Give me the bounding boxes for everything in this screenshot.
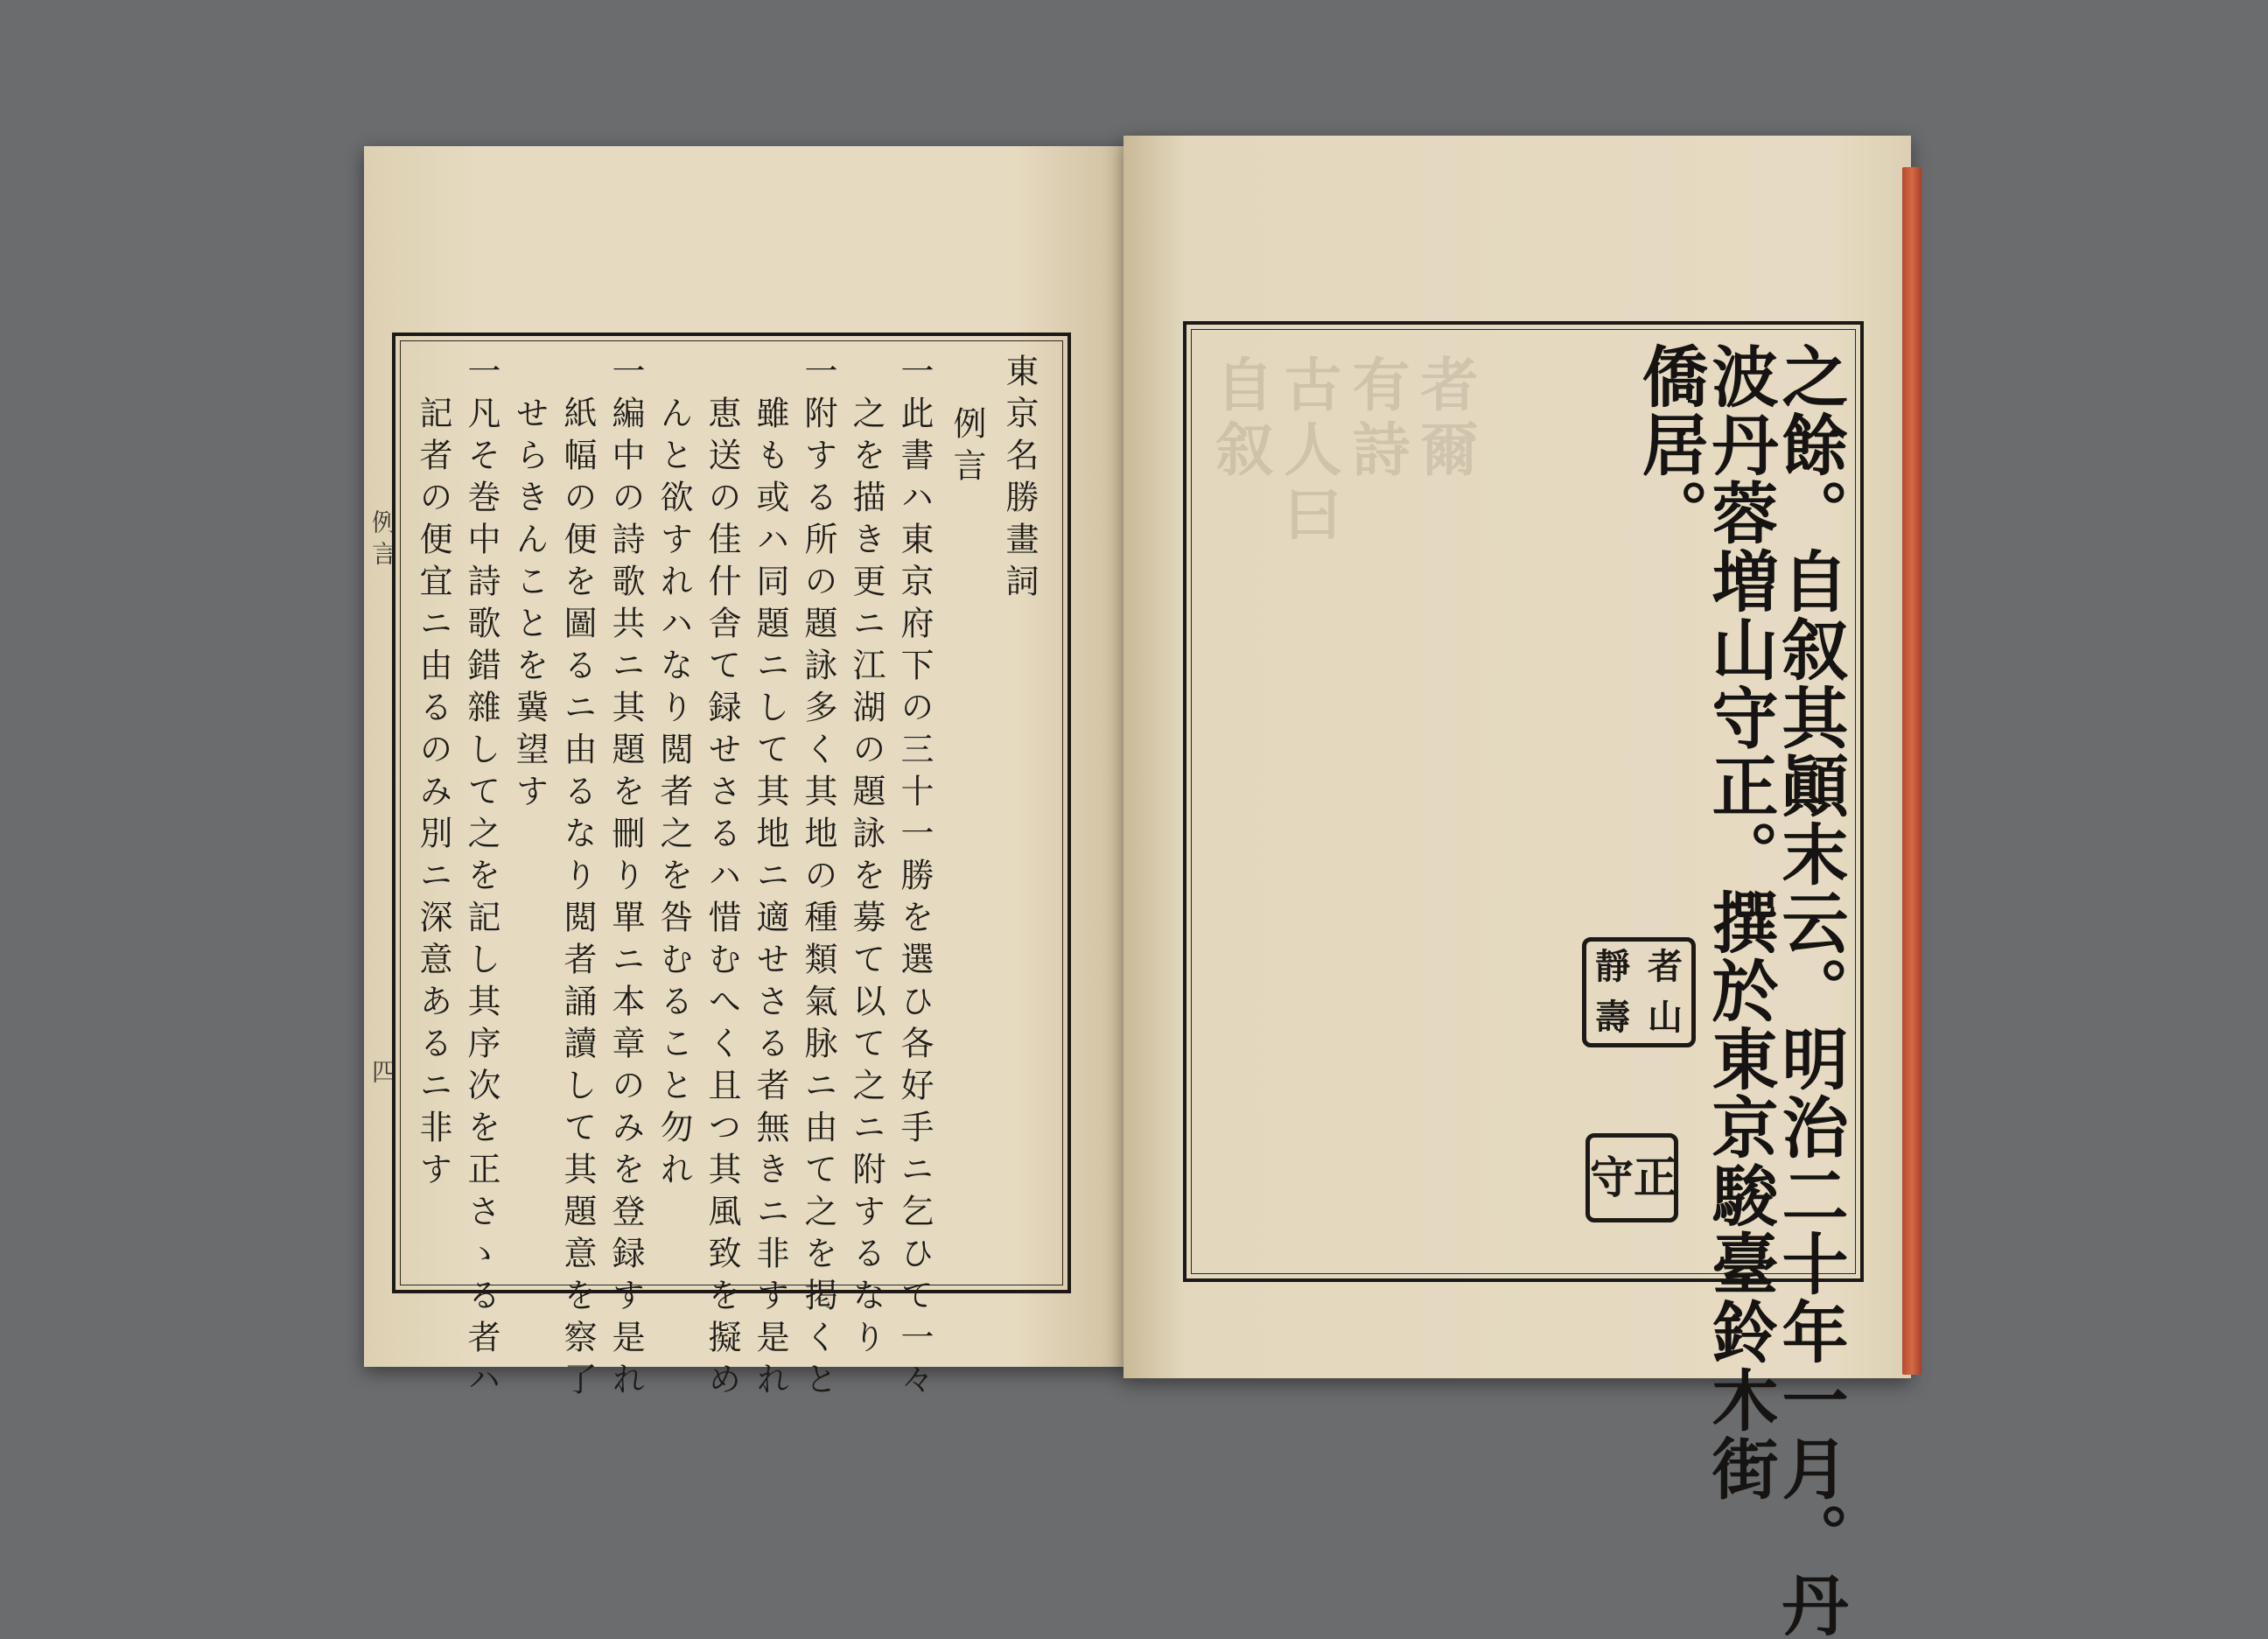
- preface-column: 波丹蓉増山守正。撰於東京駿臺鈴木街: [1701, 342, 1779, 1502]
- show-through-ghost: 自叙: [1206, 354, 1274, 484]
- show-through-ghost: 有詩: [1342, 354, 1410, 484]
- square-seal-stamp: [1582, 937, 1696, 1047]
- right-page: [1124, 136, 1911, 1639]
- text-column: 之を描き更ニ江湖の題詠を募て以て之ニ附するなり: [847, 396, 886, 1362]
- margin-label: 例言: [368, 509, 397, 572]
- book-title: 東京名勝畫詞: [1000, 354, 1039, 606]
- small-seal-stamp: [1586, 1133, 1678, 1222]
- right-text-frame: [1183, 321, 1864, 1639]
- text-column: 記者の便宜ニ由るのみ別ニ深意あるニ非す: [414, 396, 452, 1194]
- text-column: んと欲すれハなり閲者之を咎むること勿れ: [654, 396, 693, 1194]
- text-column: 雖も或ハ同題ニして其地ニ適せさる者無きニ非す是れ: [751, 396, 789, 1404]
- seal-glyph: 者: [1648, 946, 1683, 987]
- preface-column: 僑居。: [1631, 342, 1709, 547]
- text-column: せらきんことを冀望す: [510, 396, 549, 816]
- red-page-edge: [1902, 167, 1922, 1375]
- left-page: [364, 146, 1130, 1404]
- preface-column: 之餘。自叙其顚末云。明治二十年一月。丹: [1771, 342, 1849, 1639]
- text-column: 一附する所の題詠多く其地の種類氣脉ニ由て之を掲くと: [799, 354, 837, 1404]
- seal-glyph: 壽: [1595, 997, 1630, 1038]
- left-text-frame: [392, 333, 1071, 1404]
- show-through-ghost: 古人曰: [1274, 354, 1342, 549]
- text-column: 一此書ハ東京府下の三十一勝を選ひ各好手ニ乞ひて一々: [895, 354, 934, 1404]
- seal-glyph: 守: [1590, 1152, 1634, 1203]
- margin-page-number: 四: [368, 1059, 397, 1090]
- show-through-ghost: 者爾: [1410, 354, 1479, 484]
- text-column: 紙幅の便を圖るニ由るなり閲者誦讀して其題意を察了: [558, 396, 597, 1404]
- seal-glyph: 正: [1634, 1152, 1677, 1203]
- text-column: 恵送の佳什舎て録せさるハ惜むへく且つ其風致を擬め: [703, 396, 741, 1404]
- text-column: 一凡そ巻中詩歌錯雜して之を記し其序次を正さゝる者ハ: [462, 354, 500, 1404]
- section-heading: 例言: [948, 406, 986, 490]
- text-column: 一編中の詩歌共ニ其題を刪り單ニ本章のみを登録す是れ: [606, 354, 645, 1404]
- open-book: [364, 136, 1913, 1639]
- seal-glyph: 靜: [1595, 946, 1630, 987]
- seal-glyph: 山: [1648, 997, 1683, 1038]
